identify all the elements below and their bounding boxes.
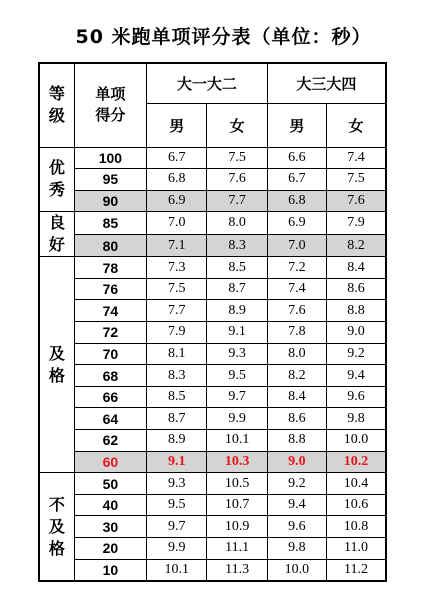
time-cell: 9.6 <box>327 386 386 408</box>
table-row <box>39 408 386 430</box>
time-cell: 11.3 <box>207 559 267 581</box>
time-cell: 9.4 <box>267 494 326 516</box>
time-cell: 10.5 <box>207 473 267 495</box>
time-cell: 8.2 <box>267 365 326 387</box>
time-cell: 8.5 <box>147 386 207 408</box>
header-male: 男 <box>267 103 326 147</box>
header-group-year34: 大三大四 <box>267 63 386 103</box>
time-cell: 10.7 <box>207 494 267 516</box>
time-cell: 9.8 <box>327 408 386 430</box>
time-cell: 8.9 <box>207 300 267 322</box>
time-cell: 8.0 <box>207 212 267 235</box>
level-char: 优 <box>48 158 65 178</box>
time-cell: 9.9 <box>147 538 207 560</box>
score-table <box>38 62 387 582</box>
header-level-char: 等 <box>48 84 65 104</box>
time-cell: 10.1 <box>207 430 267 452</box>
table-row <box>39 473 386 495</box>
level-char: 及 <box>48 516 65 536</box>
table-row <box>39 322 386 344</box>
time-cell: 7.5 <box>207 147 267 169</box>
score-cell: 30 <box>74 516 146 538</box>
time-cell: 6.9 <box>147 190 207 212</box>
header-level-char: 级 <box>48 106 65 126</box>
header-female: 女 <box>327 103 386 147</box>
level-cell <box>39 212 74 257</box>
score-cell: 85 <box>74 212 146 235</box>
time-cell: 11.0 <box>327 538 386 560</box>
time-cell: 9.5 <box>207 365 267 387</box>
time-cell: 7.4 <box>327 147 386 169</box>
time-cell: 7.7 <box>207 190 267 212</box>
header-male: 男 <box>147 103 207 147</box>
score-cell: 70 <box>74 343 146 365</box>
level-char: 秀 <box>48 180 65 200</box>
time-cell: 7.6 <box>267 300 326 322</box>
table-row <box>39 343 386 365</box>
time-cell: 9.1 <box>207 322 267 344</box>
score-cell: 90 <box>74 190 146 212</box>
time-cell: 8.0 <box>267 343 326 365</box>
time-cell: 10.9 <box>207 516 267 538</box>
time-cell: 9.4 <box>327 365 386 387</box>
table-row <box>39 169 386 191</box>
table-row <box>39 559 386 581</box>
time-cell: 7.7 <box>147 300 207 322</box>
level-cell <box>39 147 74 212</box>
time-cell: 9.7 <box>207 386 267 408</box>
level-cell <box>39 473 74 581</box>
score-cell: 10 <box>74 559 146 581</box>
time-cell: 6.7 <box>147 147 207 169</box>
time-cell: 9.5 <box>147 494 207 516</box>
time-cell: 8.5 <box>207 257 267 279</box>
header-female: 女 <box>207 103 267 147</box>
score-cell: 60 <box>74 451 146 473</box>
table-row <box>39 386 386 408</box>
score-cell: 78 <box>74 257 146 279</box>
time-cell: 8.9 <box>147 430 207 452</box>
score-cell: 100 <box>74 147 146 169</box>
table-row <box>39 278 386 300</box>
time-cell: 7.4 <box>267 278 326 300</box>
score-cell: 62 <box>74 430 146 452</box>
time-cell: 6.6 <box>267 147 326 169</box>
page-title: 50 米跑单项评分表（单位：秒） <box>75 26 372 48</box>
time-cell: 9.3 <box>147 473 207 495</box>
header-score-line: 单项 <box>95 85 126 104</box>
time-cell: 10.6 <box>327 494 386 516</box>
header-level <box>39 63 74 147</box>
header-group-year12: 大一大二 <box>147 63 268 103</box>
table-row <box>39 212 386 235</box>
time-cell: 7.9 <box>147 322 207 344</box>
time-cell: 9.8 <box>267 538 326 560</box>
level-char: 及 <box>48 343 65 363</box>
score-cell: 66 <box>74 386 146 408</box>
score-cell: 74 <box>74 300 146 322</box>
time-cell: 9.3 <box>207 343 267 365</box>
time-cell: 6.7 <box>267 169 326 191</box>
time-cell: 9.0 <box>267 451 326 473</box>
table-row <box>39 516 386 538</box>
table-row <box>39 494 386 516</box>
table-row <box>39 451 386 473</box>
level-char: 良 <box>48 213 65 233</box>
time-cell: 7.1 <box>147 234 207 257</box>
time-cell: 9.2 <box>327 343 386 365</box>
header-score <box>74 63 146 147</box>
time-cell: 8.4 <box>327 257 386 279</box>
time-cell: 8.8 <box>327 300 386 322</box>
time-cell: 11.1 <box>207 538 267 560</box>
time-cell: 8.2 <box>327 234 386 257</box>
time-cell: 10.1 <box>147 559 207 581</box>
table-row <box>39 538 386 560</box>
header-score-line: 得分 <box>95 106 126 125</box>
time-cell: 7.8 <box>267 322 326 344</box>
level-cell <box>39 257 74 473</box>
table-row <box>39 234 386 257</box>
time-cell: 10.2 <box>327 451 386 473</box>
table-row <box>39 300 386 322</box>
score-cell: 68 <box>74 365 146 387</box>
table-row <box>39 430 386 452</box>
level-char: 好 <box>48 235 65 255</box>
time-cell: 7.5 <box>327 169 386 191</box>
time-cell: 9.6 <box>267 516 326 538</box>
table-row <box>39 190 386 212</box>
time-cell: 8.6 <box>327 278 386 300</box>
time-cell: 7.9 <box>327 212 386 235</box>
time-cell: 8.4 <box>267 386 326 408</box>
time-cell: 7.6 <box>327 190 386 212</box>
time-cell: 11.2 <box>327 559 386 581</box>
time-cell: 8.7 <box>207 278 267 300</box>
time-cell: 7.0 <box>267 234 326 257</box>
time-cell: 10.4 <box>327 473 386 495</box>
score-cell: 64 <box>74 408 146 430</box>
time-cell: 8.1 <box>147 343 207 365</box>
time-cell: 7.0 <box>147 212 207 235</box>
score-cell: 72 <box>74 322 146 344</box>
score-cell: 80 <box>74 234 146 257</box>
time-cell: 9.7 <box>147 516 207 538</box>
time-cell: 6.8 <box>147 169 207 191</box>
time-cell: 6.8 <box>267 190 326 212</box>
time-cell: 10.0 <box>267 559 326 581</box>
time-cell: 10.8 <box>327 516 386 538</box>
time-cell: 9.9 <box>207 408 267 430</box>
time-cell: 7.6 <box>207 169 267 191</box>
level-char: 格 <box>48 365 65 385</box>
score-cell: 40 <box>74 494 146 516</box>
table-row <box>39 147 386 169</box>
level-char: 不 <box>48 494 65 514</box>
time-cell: 7.2 <box>267 257 326 279</box>
time-cell: 8.3 <box>147 365 207 387</box>
table-body <box>39 147 386 581</box>
time-cell: 8.7 <box>147 408 207 430</box>
time-cell: 7.5 <box>147 278 207 300</box>
table-row <box>39 257 386 279</box>
level-char: 格 <box>48 538 65 558</box>
time-cell: 7.3 <box>147 257 207 279</box>
time-cell: 8.8 <box>267 430 326 452</box>
time-cell: 9.2 <box>267 473 326 495</box>
score-cell: 20 <box>74 538 146 560</box>
time-cell: 8.6 <box>267 408 326 430</box>
score-cell: 76 <box>74 278 146 300</box>
time-cell: 9.0 <box>327 322 386 344</box>
table-row <box>39 365 386 387</box>
time-cell: 10.3 <box>207 451 267 473</box>
time-cell: 6.9 <box>267 212 326 235</box>
time-cell: 9.1 <box>147 451 207 473</box>
time-cell: 10.0 <box>327 430 386 452</box>
score-cell: 95 <box>74 169 146 191</box>
score-cell: 50 <box>74 473 146 495</box>
time-cell: 8.3 <box>207 234 267 257</box>
